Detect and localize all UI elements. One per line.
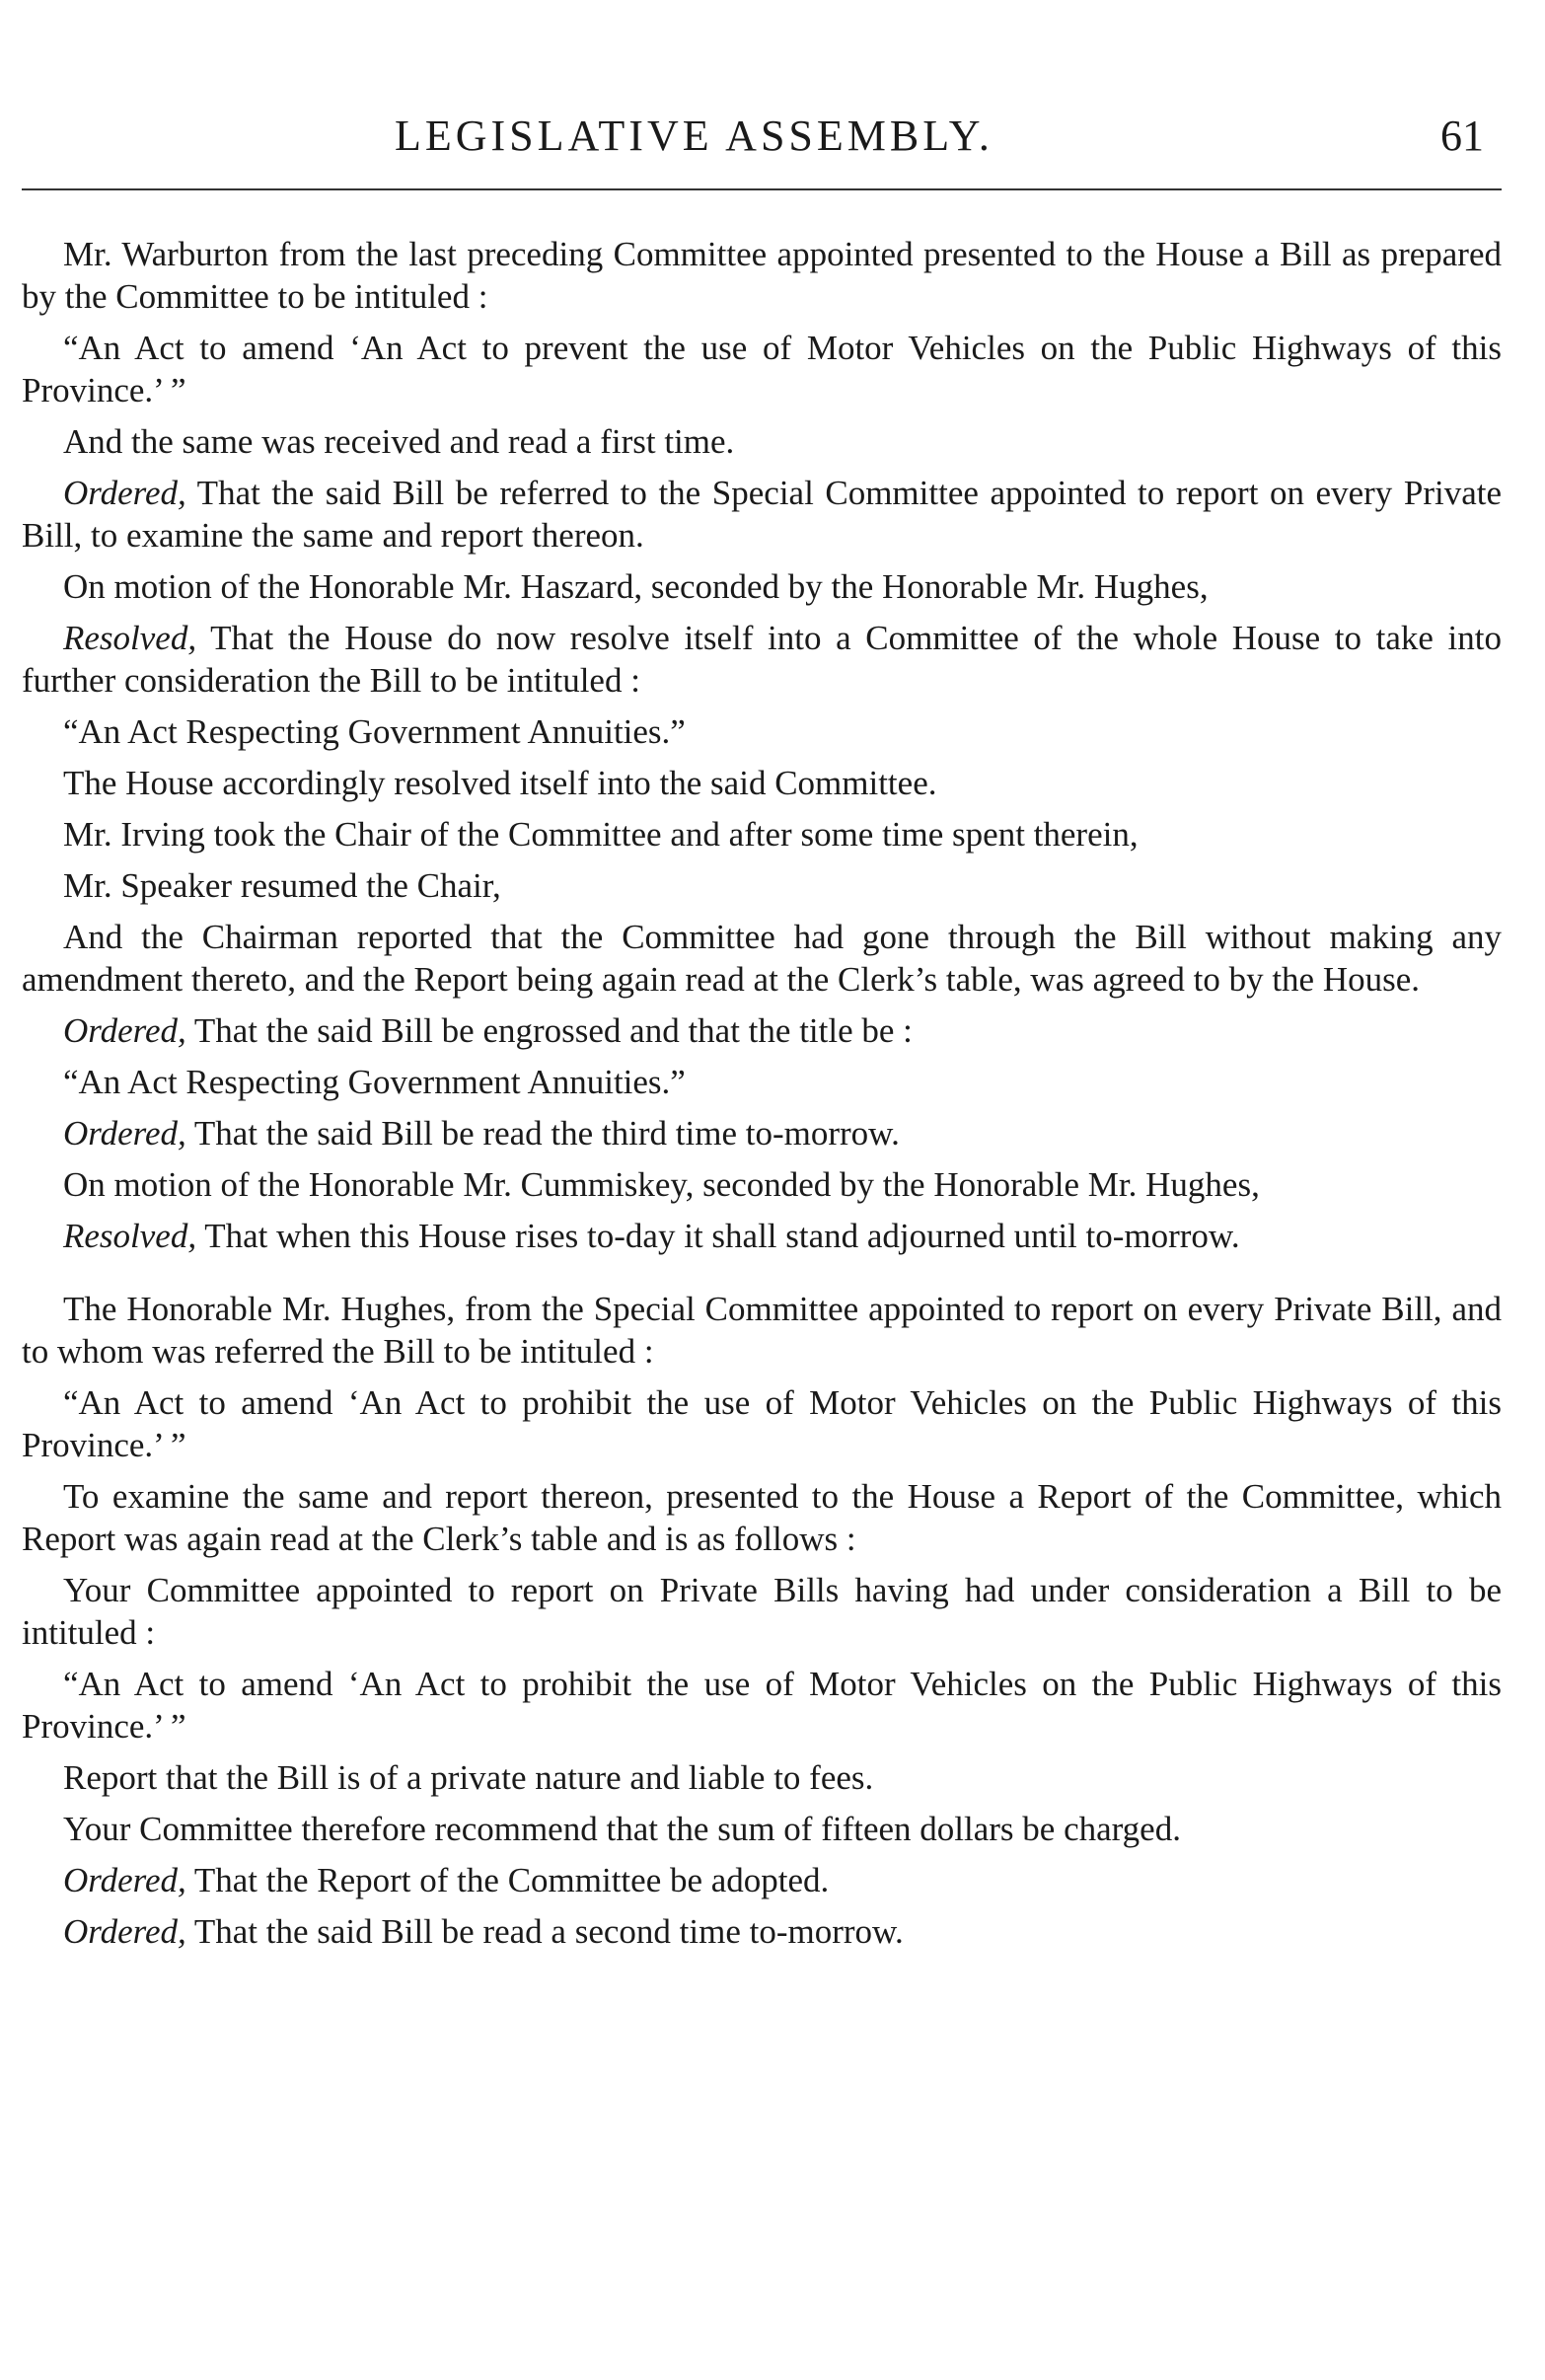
paragraph: Ordered, That the Report of the Committee be adopted.	[63, 1861, 830, 1899]
running-title: LEGISLATIVE ASSEMBLY.	[395, 112, 993, 160]
paragraph: And the same was received and read a first time.	[63, 422, 735, 461]
paragraph: Report that the Bill is of a private nature and liable to fees.	[63, 1758, 874, 1797]
paragraph: Resolved, That when this House rises to-day it shall stand adjourned until to-morrow.	[63, 1217, 1240, 1255]
paragraph: “An Act to amend ‘An Act to prohibit the use of Motor Vehicles on the Public Highways of this Province.’ ”	[22, 1383, 1502, 1464]
paragraph: Ordered, That the said Bill be engrossed and that the title be :	[63, 1011, 913, 1050]
paragraph: The House accordingly resolved itself into the said Committee.	[63, 764, 937, 802]
paragraph: “An Act Respecting Government Annuities.”	[63, 1063, 686, 1101]
paragraph: Mr. Warburton from the last preceding Committee appointed presented to the House a Bill as prepared by the Committee to be intituled :	[22, 235, 1502, 316]
paragraph: Your Committee therefore recommend that the sum of fifteen dollars be charged.	[63, 1810, 1181, 1848]
paragraph: On motion of the Honorable Mr. Cummiskey, seconded by the Honorable Mr. Hughes,	[63, 1165, 1260, 1204]
paragraph: Your Committee appointed to report on Private Bills having had under consideration a Bill to be intituled :	[22, 1571, 1502, 1652]
header-rule	[22, 188, 1502, 190]
section-gap	[22, 1266, 1502, 1288]
paragraph: “An Act to amend ‘An Act to prevent the use of Motor Vehicles on the Public Highways of this Province.’ ”	[22, 329, 1502, 409]
paragraph: Mr. Irving took the Chair of the Committee and after some time spent therein,	[63, 815, 1139, 854]
paragraph: Mr. Speaker resumed the Chair,	[63, 866, 501, 905]
paragraph: Resolved, That the House do now resolve itself into a Committee of the whole House to take into further consideration the Bill to be intituled :	[22, 619, 1502, 700]
paragraph: “An Act Respecting Government Annuities.”	[63, 712, 686, 751]
paragraph: Ordered, That the said Bill be read the third time to-morrow.	[63, 1114, 900, 1153]
paragraph: “An Act to amend ‘An Act to prohibit the use of Motor Vehicles on the Public Highways of this Province.’ ”	[22, 1665, 1502, 1746]
paragraph: And the Chairman reported that the Committee had gone through the Bill without making any amendment thereto, and the Report being again read at the Clerk’s table, was agreed to by the House.	[22, 918, 1502, 999]
page-number: 61	[1440, 112, 1484, 160]
paragraph: Ordered, That the said Bill be read a second time to-morrow.	[63, 1912, 904, 1951]
paragraph: Ordered, That the said Bill be referred to the Special Committee appointed to report on every Private Bill, to examine the same and report thereon.	[22, 474, 1502, 555]
page-header	[395, 107, 1490, 166]
body-text	[22, 233, 1502, 1962]
paragraph: To examine the same and report thereon, presented to the House a Report of the Committee, which Report was again read at the Clerk’s table and is as follows :	[22, 1477, 1502, 1558]
paragraph: The Honorable Mr. Hughes, from the Special Committee appointed to report on every Private Bill, and to whom was referred the Bill to be intituled :	[22, 1290, 1502, 1371]
paragraph: On motion of the Honorable Mr. Haszard, seconded by the Honorable Mr. Hughes,	[63, 567, 1209, 606]
